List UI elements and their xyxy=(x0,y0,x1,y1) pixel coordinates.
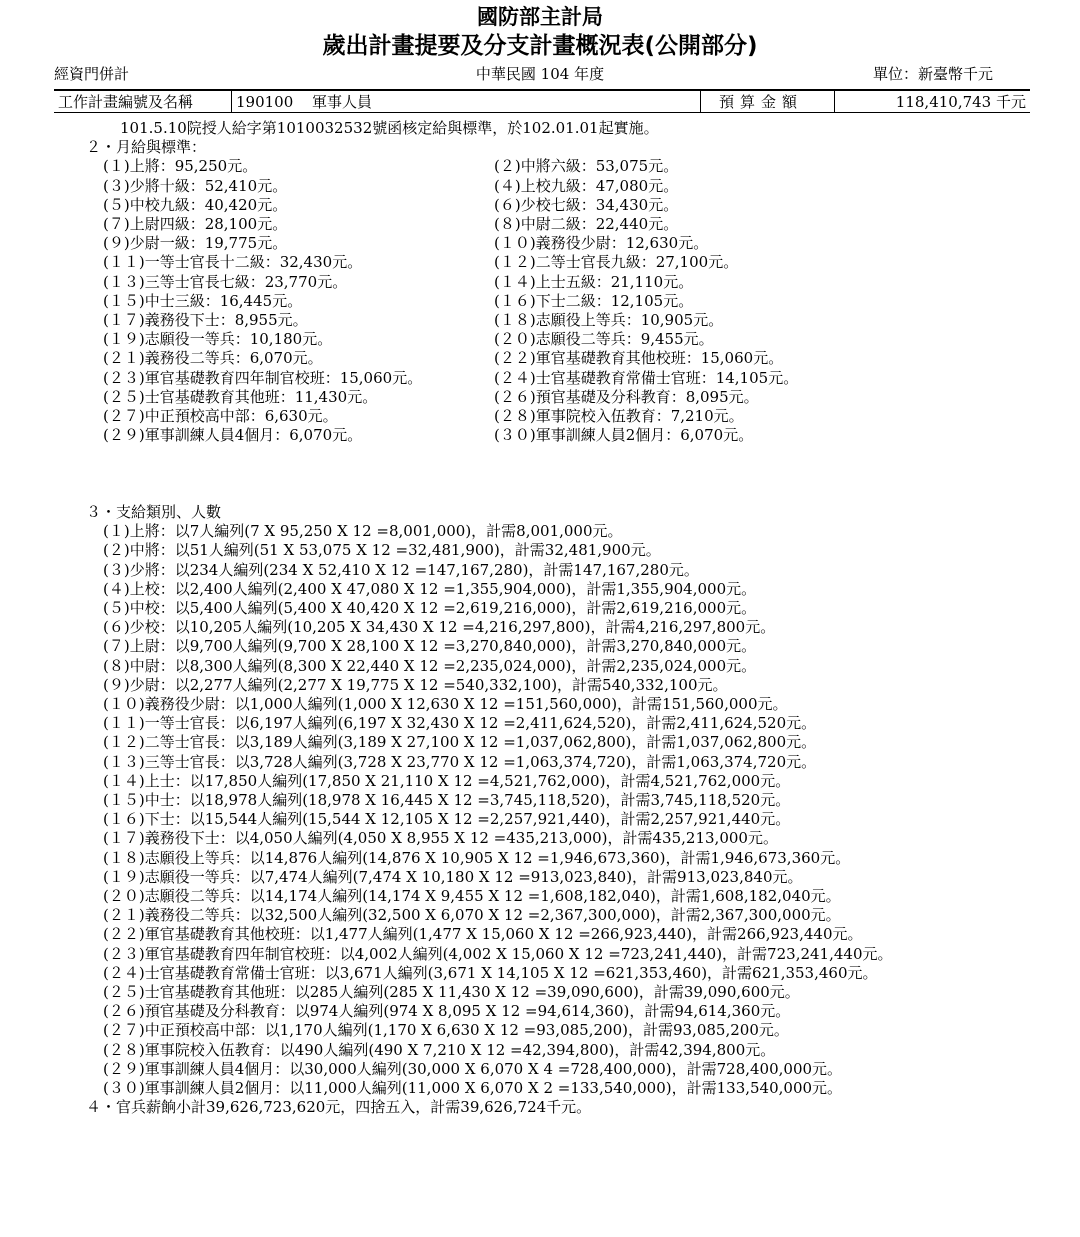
unit-label: 單位：新臺幣千元 xyxy=(873,65,994,83)
payment-category-item: (１８)志願役上等兵：以14,876人編列(14,876 X 10,905 X 12 =1,946,673,360)，計需1,946,673,360元。 xyxy=(103,848,851,867)
salary-standard-item: (１１)一等士官長十二級：32,430元。 xyxy=(103,253,363,272)
payment-category-item: (１４)上士：以17,850人編列(17,850 X 21,110 X 12 =4,521,762,000)，計需4,521,762,000元。 xyxy=(103,771,791,790)
salary-standard-item: (１８)志願役上等兵：10,905元。 xyxy=(494,311,724,329)
report-title: 歲出計畫提要及分支計畫概況表(公開部分) xyxy=(322,33,758,59)
budget-label: 預算金額 xyxy=(719,93,804,111)
payment-category-item: (６)少校：以10,205人編列(10,205 X 34,430 X 12 =4,216,297,800)，計需4,216,297,800元。 xyxy=(103,618,776,637)
divider xyxy=(834,91,835,113)
salary-standard-item: (１６)下士二級：12,105元。 xyxy=(494,291,694,310)
payment-category-item: (９)少尉：以2,277人編列(2,277 X 19,775 X 12 =540,332,100)，計需540,332,100元。 xyxy=(103,675,728,694)
payment-category-item: (１５)中士：以18,978人編列(18,978 X 16,445 X 12 =3,745,118,520)，計需3,745,118,520元。 xyxy=(103,791,791,809)
salary-standard-item: (１９)志願役一等兵：10,180元。 xyxy=(103,330,333,349)
payment-category-item: (１１)一等士官長：以6,197人編列(6,197 X 32,430 X 12 =2,411,624,520)，計需2,411,624,520元。 xyxy=(103,714,817,733)
payment-category-item: (７)上尉：以9,700人編列(9,700 X 28,100 X 12 =3,270,840,000)，計需3,270,840,000元。 xyxy=(103,637,757,656)
salary-standard-item: (３０)軍事訓練人員2個月：6,070元。 xyxy=(494,426,754,445)
section-2-heading: ２・月給與標準： xyxy=(86,138,207,157)
salary-standard-item: (１４)上士五級：21,110元。 xyxy=(494,272,694,291)
salary-standard-item: (１３)三等士官長七級：23,770元。 xyxy=(103,272,348,291)
salary-standard-item: (９)少尉一級：19,775元。 xyxy=(103,234,288,253)
budget-amount: 118,410,743 千元 xyxy=(895,93,1026,111)
salary-standard-item: (７)上尉四級：28,100元。 xyxy=(103,215,288,233)
salary-standard-item: (１０)義務役少尉：12,630元。 xyxy=(494,234,709,253)
salary-standard-item: (２９)軍事訓練人員4個月：6,070元。 xyxy=(103,426,363,445)
payment-category-item: (２３)軍官基礎教育四年制官校班：以4,002人編列(4,002 X 15,060 X 12 =723,241,440)，計需723,241,440元。 xyxy=(103,944,893,963)
divider xyxy=(231,91,232,113)
payment-category-item: (２１)義務役二等兵：以32,500人編列(32,500 X 6,070 X 12 =2,367,300,000)，計需2,367,300,000元。 xyxy=(103,906,841,925)
payment-category-item: (２２)軍官基礎教育其他校班：以1,477人編列(1,477 X 15,060 X 12 =266,923,440)，計需266,923,440元。 xyxy=(103,925,863,944)
salary-standard-item: (８)中尉二級：22,440元。 xyxy=(494,215,679,233)
salary-standard-item: (２８)軍事院校入伍教育：7,210元。 xyxy=(494,407,744,425)
program-header-row xyxy=(54,89,1030,113)
fund-type: 經資門併計 xyxy=(54,65,130,83)
payment-category-item: (２)中將：以51人編列(51 X 53,075 X 12 =32,481,900)，計需32,481,900元。 xyxy=(103,541,661,560)
payment-category-item: (１)上將：以7人編列(7 X 95,250 X 12 =8,001,000)，計需8,001,000元。 xyxy=(103,522,623,541)
salary-standard-item: (５)中校九級：40,420元。 xyxy=(103,195,288,214)
program-name: 軍事人員 xyxy=(312,93,373,111)
payment-category-item: (１９)志願役一等兵：以7,474人編列(7,474 X 10,180 X 12 =913,023,840)，計需913,023,840元。 xyxy=(103,867,803,886)
payment-category-item: (２４)士官基礎教育常備士官班：以3,671人編列(3,671 X 14,105 X 12 =621,353,460)，計需621,353,460元。 xyxy=(103,963,878,982)
section-3-heading: ３・支給類別、人數 xyxy=(86,503,222,521)
payment-category-item: (２９)軍事訓練人員4個月：以30,000人編列(30,000 X 6,070 X 4 =728,400,000)，計需728,400,000元。 xyxy=(103,1059,843,1078)
org-title: 國防部主計局 xyxy=(477,5,603,29)
payment-category-item: (１６)下士：以15,544人編列(15,544 X 12,105 X 12 =2,257,921,440)，計需2,257,921,440元。 xyxy=(103,810,791,829)
divider xyxy=(700,91,701,113)
payment-category-item: (３)少將：以234人編列(234 X 52,410 X 12 =147,167,280)，計需147,167,280元。 xyxy=(103,560,699,579)
salary-standard-item: (２４)士官基礎教育常備士官班：14,105元。 xyxy=(494,368,799,387)
payment-category-item: (１７)義務役下士：以4,050人編列(4,050 X 8,955 X 12 =435,213,000)，計需435,213,000元。 xyxy=(103,829,778,848)
payment-category-item: (２６)預官基礎及分科教育：以974人編列(974 X 8,095 X 12 =94,614,360)，計需94,614,360元。 xyxy=(103,1002,791,1021)
salary-standard-item: (２３)軍官基礎教育四年制官校班：15,060元。 xyxy=(103,368,423,387)
fiscal-year: 中華民國 104 年度 xyxy=(475,65,605,83)
payment-category-item: (２０)志願役二等兵：以14,174人編列(14,174 X 9,455 X 12 =1,608,182,040)，計需1,608,182,040元。 xyxy=(103,887,841,905)
payment-category-item: (２５)士官基礎教育其他班：以285人編列(285 X 11,430 X 12 =39,090,600)，計需39,090,600元。 xyxy=(103,983,800,1001)
payment-category-item: (２７)中正預校高中部：以1,170人編列(1,170 X 6,630 X 12 =93,085,200)，計需93,085,200元。 xyxy=(103,1021,789,1040)
payment-category-item: (１０)義務役少尉：以1,000人編列(1,000 X 12,630 X 12 =151,560,000)，計需151,560,000元。 xyxy=(103,695,788,713)
salary-standard-item: (２５)士官基礎教育其他班：11,430元。 xyxy=(103,387,378,406)
salary-standard-item: (２)中將六級：53,075元。 xyxy=(494,157,679,176)
salary-standard-item: (３)少將十級：52,410元。 xyxy=(103,176,288,195)
salary-standard-item: (２０)志願役二等兵：9,455元。 xyxy=(494,330,714,349)
salary-standard-item: (６)少校七級：34,430元。 xyxy=(494,195,679,214)
salary-standard-item: (２６)預官基礎及分科教育：8,095元。 xyxy=(494,387,759,406)
salary-standard-item: (２７)中正預校高中部：6,630元。 xyxy=(103,407,338,425)
payment-category-item: (２８)軍事院校入伍教育：以490人編列(490 X 7,210 X 12 =42,394,800)，計需42,394,800元。 xyxy=(103,1040,776,1059)
payment-category-item: (３０)軍事訓練人員2個月：以11,000人編列(11,000 X 6,070 X 2 =133,540,000)，計需133,540,000元。 xyxy=(103,1079,843,1097)
payment-category-item: (４)上校：以2,400人編列(2,400 X 47,080 X 12 =1,355,904,000)，計需1,355,904,000元。 xyxy=(103,579,757,598)
payment-category-item: (５)中校：以5,400人編列(5,400 X 40,420 X 12 =2,619,216,000)，計需2,619,216,000元。 xyxy=(103,599,757,617)
program-code: 190100 xyxy=(236,93,294,111)
salary-standard-item: (２１)義務役二等兵：6,070元。 xyxy=(103,349,323,368)
salary-standard-item: (１５)中士三級：16,445元。 xyxy=(103,291,303,310)
intro-text: 101.5.10院授人給字第1010032532號函核定給與標準，於102.01.01起實施。 xyxy=(120,119,659,137)
program-label: 工作計畫編號及名稱 xyxy=(58,93,194,111)
salary-standard-item: (４)上校九級：47,080元。 xyxy=(494,176,679,195)
salary-standard-item: (２２)軍官基礎教育其他校班：15,060元。 xyxy=(494,349,784,368)
payment-category-item: (１２)二等士官長：以3,189人編列(3,189 X 27,100 X 12 =1,037,062,800)，計需1,037,062,800元。 xyxy=(103,733,817,752)
section-4-summary: ４・官兵薪餉小計39,626,723,620元，四捨五入，計需39,626,724千元。 xyxy=(86,1098,592,1117)
salary-standard-item: (１７)義務役下士：8,955元。 xyxy=(103,311,308,329)
salary-standard-item: (１)上將：95,250元。 xyxy=(103,157,258,176)
payment-category-item: (８)中尉：以8,300人編列(8,300 X 22,440 X 12 =2,235,024,000)，計需2,235,024,000元。 xyxy=(103,656,757,675)
payment-category-item: (１３)三等士官長：以3,728人編列(3,728 X 23,770 X 12 =1,063,374,720)，計需1,063,374,720元。 xyxy=(103,752,817,771)
salary-standard-item: (１２)二等士官長九級：27,100元。 xyxy=(494,253,739,272)
